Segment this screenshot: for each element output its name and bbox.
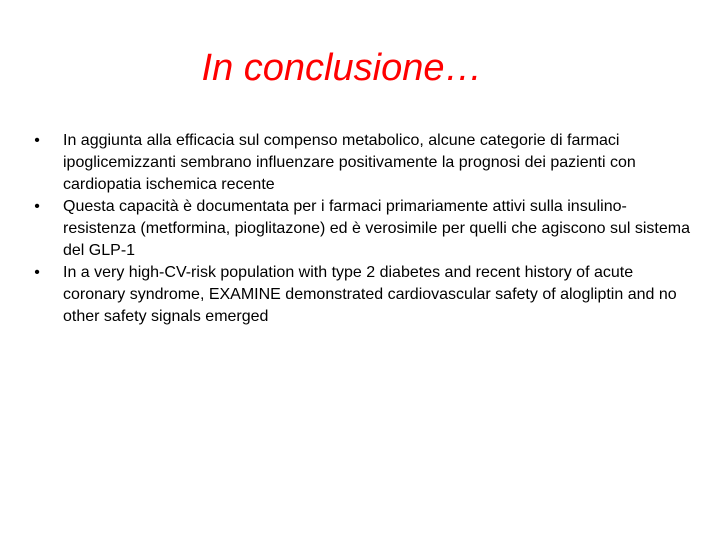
bullet-icon: • — [34, 132, 40, 149]
bullet-text: Questa capacità è documentata per i farmaci primariamente attivi sulla insulino-resistenza (metformina, pioglitazone) ed è verosimile per quelli che agiscono sul sistema del GLP-1 — [63, 198, 690, 259]
bullet-list — [30, 130, 690, 328]
bullet-item — [30, 196, 690, 262]
bullet-item — [30, 262, 690, 328]
bullet-text: In a very high-CV-risk population with type 2 diabetes and recent history of acute coronary syndrome, EXAMINE demonstrated cardiovascular safety of alogliptin and no other safety signals emerged — [63, 264, 677, 325]
bullet-icon: • — [34, 264, 40, 281]
bullet-text: In aggiunta alla efficacia sul compenso metabolico, alcune categorie di farmaci ipoglicemizzanti sembrano influenzare positivamente la prognosi dei pazienti con cardiopatia ischemica recente — [63, 132, 636, 193]
slide-title: In conclusione… — [201, 47, 483, 89]
bullet-icon: • — [34, 198, 40, 215]
bullet-item — [30, 130, 690, 196]
